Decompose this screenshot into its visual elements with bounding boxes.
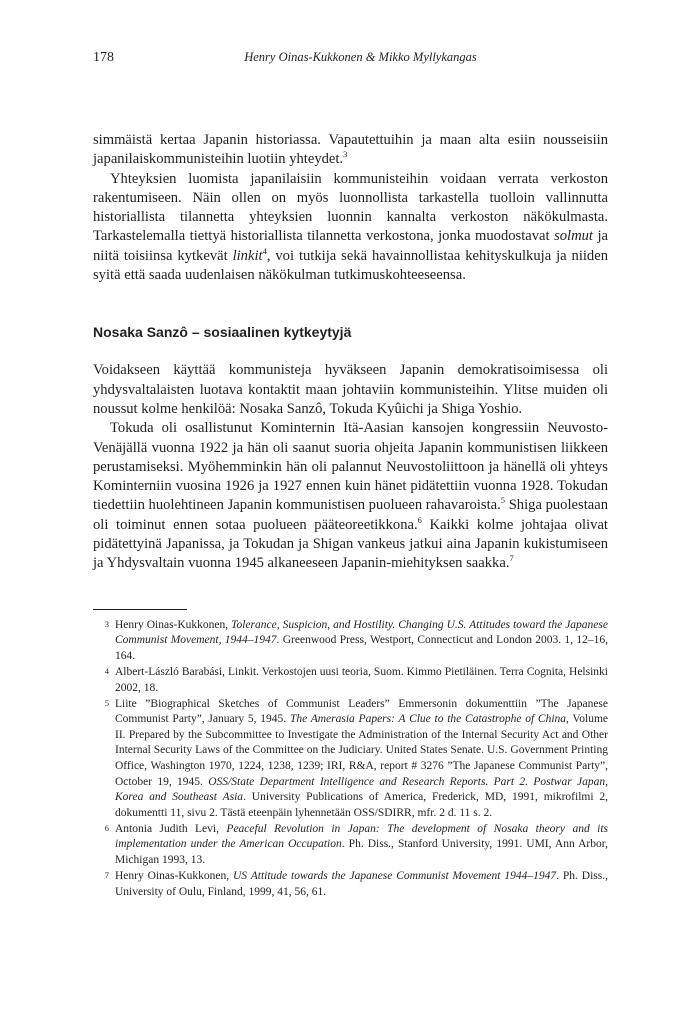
footnote xyxy=(93,665,608,696)
footnote-text: Albert-László Barabási, Linkit. Verkostojen uusi teoria, Suom. Kimmo Pietiläinen. Terra Cognita, Helsinki 2002, 18. xyxy=(115,665,608,694)
footnote xyxy=(93,869,608,900)
section-heading: Nosaka Sanzô – sosiaalinen kytkeytyjä xyxy=(93,324,352,341)
book-page xyxy=(93,50,608,901)
footnote-ref[interactable]: 3 xyxy=(343,149,348,160)
footnote-ref[interactable]: 6 xyxy=(417,514,422,525)
footnote-text: Henry Oinas-Kukkonen, US Attitude towards the Japanese Communist Movement 1944–1947. Ph. Diss., University of Oulu, Finland, 1999, 41, 56, 61. xyxy=(115,870,608,898)
footnote-ref[interactable]: 4 xyxy=(262,245,267,256)
footnote-divider xyxy=(93,609,187,610)
footnote-text: Liite ”Biographical Sketches of Communist Leaders” Emmersonin dokumenttiin ”The Japanese Communist Party”, January 5, 1945. The Amerasia Papers: A Clue to the Catastrophe of China, Volume II. Prepared by the Subcommittee to Investigate the Administration of the Internal Security Act and Other Internal Security Laws of the Committee on the Judiciary. United States Senate. U.S. Government Printing Office, Washington 1970, 1224, 1238, 1239; IRI, R&A, report # 3276 ”The Japanese Communist Party”, October 19, 1945. OSS/State Department Intelligence and Research Reports. Part 2. Postwar Japan, Korea and Southeast Asia. University Publications of America, Frederick, MD, 1991, mikrofilmi 2, dokumentti 11, sivu 2. Tästä eteenpäin lyhennetään OSS/SDIRR, mfr. 2 d. 11 s. 2. xyxy=(115,697,608,819)
page-number: 178 xyxy=(93,50,114,65)
footnote-text: Antonia Judith Levi, Peaceful Revolution in Japan: The development of Nosaka theory and its implementation under the American Occupation. Ph. Diss., Stanford University, 1991. UMI, Ann Arbor, Michigan 1993, 13. xyxy=(115,822,608,867)
footnote-number: 7 xyxy=(104,870,109,881)
paragraph: Tokuda oli osallistunut Kominternin Itä-Aasian kansojen kongressiin Neuvosto-Venäjällä vuonna 1922 ja hän oli saanut suoria ohjeita Japanin kommunistisen liikkeen perustamiseksi. Myöhemminkin hän oli palannut Neuvostoliittoon ja hänellä oli yhteys Kominterniin vuosina 1926 ja 1927 ennen kuin hänet pidätettiin vuonna 1928. Tokudan tiedettiin huolehtineen Japanin kommunistisen puolueen rahavaroista.$^5$ Shiga puolestaan oli toiminut ennen sotaa puolueen pääteoreetikkona.$^6$ Kaikki kolme johtajaa olivat pidätettyinä Japanissa, ja Tokudan ja Shigan vankeus jatkui aina Japanin kukistumiseen ja Yhdysvaltain vuonna 1945 alkaneeseen Japanin-miehityksen saakka.$^7$ xyxy=(93,420,609,572)
footnote xyxy=(93,822,608,869)
footnote-number: 4 xyxy=(104,665,109,676)
running-head: Henry Oinas-Kukkonen & Mikko Myllykangas xyxy=(244,50,477,64)
footnotes xyxy=(93,618,608,901)
paragraph: Yhteyksien luomista japanilaisiin kommunisteihin voidaan verrata verkoston rakentumiseen. Näin ollen on myös luonnollista tarkastella tuolloin vallinnutta historiallista tilannetta yhteyksien luonnin kannalta verkoston näkökulmasta. Tarkastelemalla tiettyä historiallista tilannetta verkostona, jonka muodostavat solmut ja niitä toisiinsa kytkevät linkit$^4$, voi tutkija sekä havainnollistaa kehityskulkuja ja niiden syitä että saada uudenlaisen näkökulman tutkimuskohteeseensa. xyxy=(93,170,608,284)
page-header xyxy=(93,50,608,70)
paragraph: Voidakseen käyttää kommunisteja hyväkseen Japanin demokratisoimisessa oli yhdysvaltalaisten luotava kontaktit maan johtaviin kommunisteihin. Ylitse muiden oli noussut kolme henkilöä: Nosaka Sanzô, Tokuda Kyûichi ja Shiga Yoshio. xyxy=(93,362,608,417)
footnote-text: Henry Oinas-Kukkonen, Tolerance, Suspicion, and Hostility. Changing U.S. Attitudes toward the Japanese Communist Movement, 1944–1947. Greenwood Press, Westport, Connecticut and London 2003. 1, 12–16, 164. xyxy=(115,618,608,662)
paragraph: simmäistä kertaa Japanin historiassa. Vapautettuihin ja maan alta esiin nousseisiin japanilaiskommunisteihin luotiin yhteydet.$^3$ xyxy=(93,132,608,168)
footnote-number: 3 xyxy=(104,618,109,629)
footnote-number: 5 xyxy=(104,697,109,708)
footnote xyxy=(93,618,608,665)
footnote xyxy=(93,697,608,822)
footnote-ref[interactable]: 7 xyxy=(509,553,514,564)
footnote-number: 6 xyxy=(104,822,109,833)
main-text xyxy=(93,131,608,574)
footnote-ref[interactable]: 5 xyxy=(500,495,506,506)
